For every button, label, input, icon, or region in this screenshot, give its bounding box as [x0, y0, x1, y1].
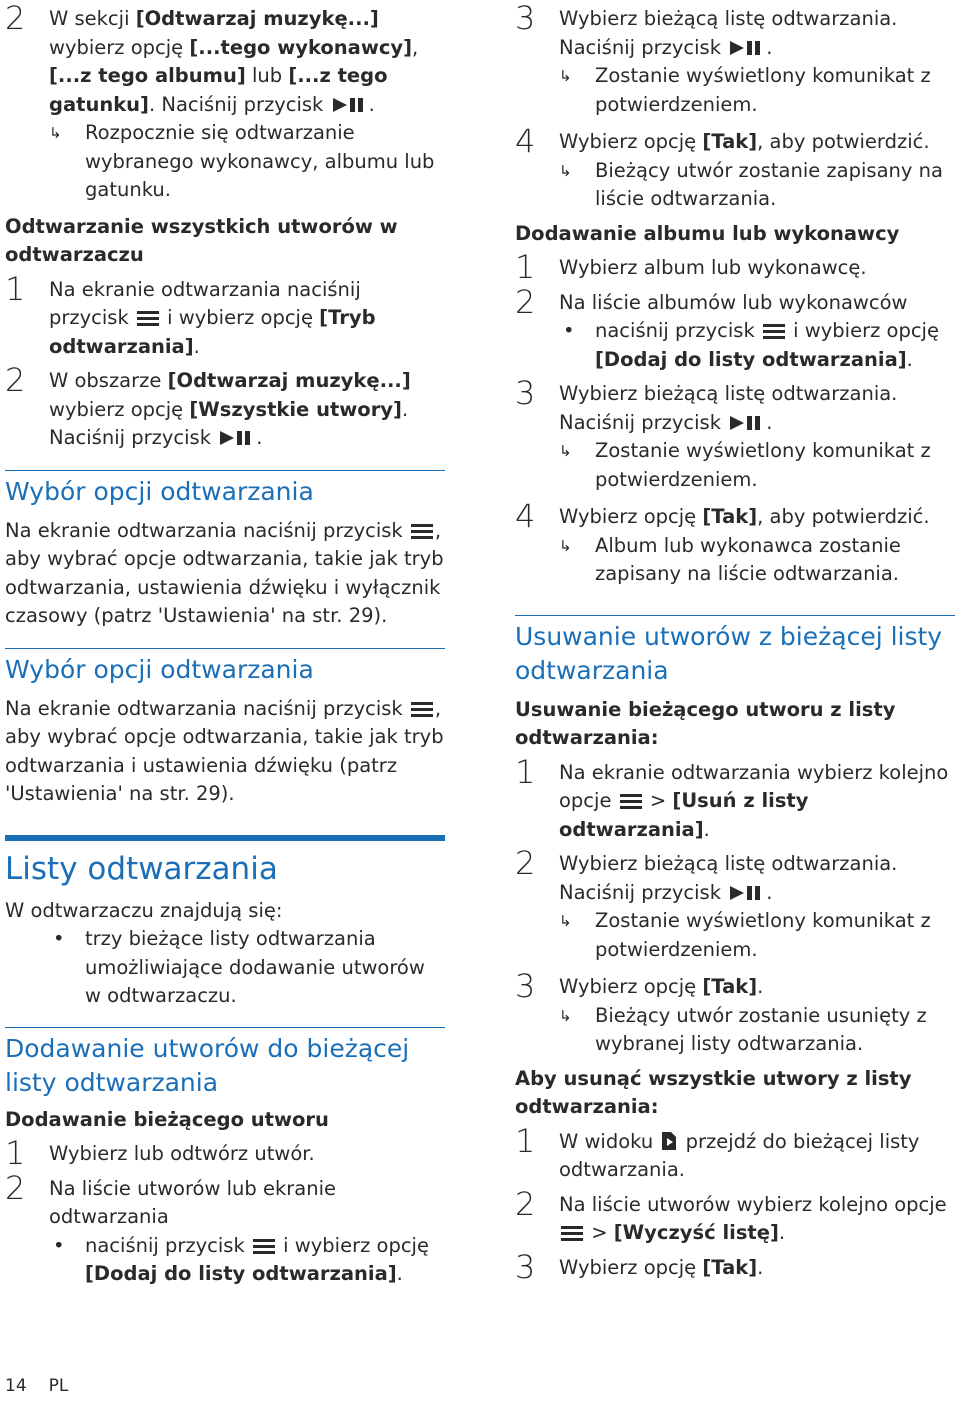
menu-icon: [411, 701, 433, 717]
result-note: ↳ Zostanie wyświetlony komunikat z potwierdzeniem.: [559, 64, 931, 116]
menu-icon: [561, 1225, 583, 1241]
heading-playback-options-1: Wybór opcji odtwarzania: [5, 470, 445, 509]
menu-icon: [137, 310, 159, 326]
album-step-2-bullet: • naciśnij przycisk i wybierz opcję [Dodaj do listy odtwarzania].: [563, 319, 939, 371]
subheading-remove-all: Aby usunąć wszystkie utwory z listy odtwarzania:: [515, 1066, 912, 1118]
add-step-2: 2 Na liście utworów lub ekranie odtwarzania • naciśnij przycisk i wybierz opcję [Dodaj do listy odtwarzania].: [5, 1175, 445, 1289]
remove-step-2: 2 Wybierz bieżącą listę odtwarzania. Naciśnij przycisk . ↳ Zostanie wyświetlony komunikat z potwierdzeniem.: [515, 850, 955, 964]
album-step-4: 4 Wybierz opcję [Tak], aby potwierdzić. ↳ Album lub wykonawca zostanie zapisany na liście odtwarzania.: [515, 503, 955, 589]
language-code: PL: [48, 1376, 69, 1396]
step-1-play-mode: 1 Na ekranie odtwarzania naciśnij przycisk i wybierz opcję [Tryb odtwarzania].: [5, 269, 376, 358]
result-note: ↳ Zostanie wyświetlony komunikat z potwierdzeniem.: [559, 909, 931, 961]
result-arrow-icon: ↳: [559, 67, 572, 85]
album-step-2: 2 Na liście albumów lub wykonawców • naciśnij przycisk i wybierz opcję [Dodaj do listy odtwarzania].: [515, 289, 955, 375]
result-arrow-icon: ↳: [559, 161, 572, 180]
heading-playback-options-2: Wybór opcji odtwarzania: [5, 648, 445, 687]
result-arrow-icon: ↳: [559, 1006, 572, 1025]
play-pause-icon: [730, 40, 766, 56]
result-note: ↳ Bieżący utwór zostanie usunięty z wybranej listy odtwarzania.: [559, 1003, 927, 1055]
remove-step-1: 1 Na ekranie odtwarzania wybierz kolejno opcje > [Usuń z listy odtwarzania].: [515, 752, 949, 841]
remove-all-step-3: 3 Wybierz opcję [Tak].: [515, 1247, 764, 1286]
result-note: ↳ Zostanie wyświetlony komunikat z potwierdzeniem.: [559, 439, 931, 491]
result-arrow-icon: ↳: [559, 536, 572, 555]
add-step-2-bullet: • naciśnij przycisk i wybierz opcję [Dodaj do listy odtwarzania].: [53, 1233, 429, 1285]
heading-add-to-playlist: Dodawanie utworów do bieżącej listy odtwarzania: [5, 1027, 445, 1100]
playlists-intro: W odtwarzaczu znajdują się:: [5, 898, 283, 922]
result-arrow-icon: ↳: [559, 442, 572, 460]
menu-icon: [620, 793, 642, 809]
add-step-4: 4 Wybierz opcję [Tak], aby potwierdzić. ↳ Bieżący utwór zostanie zapisany na liście odtwarzania.: [515, 128, 955, 214]
heading-playlists: Listy odtwarzania: [5, 835, 445, 889]
result-note: ↳ Album lub wykonawca zostanie zapisany na liście odtwarzania.: [559, 533, 901, 585]
subheading-add-current: Dodawanie bieżącego utworu: [5, 1107, 329, 1131]
play-pause-icon: [730, 415, 766, 431]
playlist-file-icon: [661, 1132, 677, 1150]
result-arrow-icon: ↳: [49, 124, 62, 142]
menu-icon: [411, 523, 433, 539]
remove-all-step-1: 1 W widoku przejdź do bieżącej listy odtwarzania.: [515, 1121, 920, 1181]
result-arrow-icon: ↳: [559, 912, 572, 930]
album-step-3: 3 Wybierz bieżącą listę odtwarzania. Naciśnij przycisk . ↳ Zostanie wyświetlony komunikat z potwierdzeniem.: [515, 380, 955, 494]
left-column: [5, 0, 445, 1289]
result-note: ↳ Bieżący utwór zostanie zapisany na liście odtwarzania.: [559, 158, 943, 210]
album-step-1: 1 Wybierz album lub wykonawcę.: [515, 248, 867, 286]
right-column: [515, 0, 955, 1286]
result-note: ↳ Rozpocznie się odtwarzanie wybranego wykonawcy, albumu lub gatunku.: [49, 121, 435, 201]
playback-options-paragraph-2: Na ekranie odtwarzania naciśnij przycisk , aby wybrać opcje odtwarzania, takie jak tryb odtwarzania i ustawienia dźwięku (patrz 'Ustawienia' na str. 29).: [5, 696, 444, 805]
subheading-remove-current: Usuwanie bieżącego utworu z listy odtwarzania:: [515, 697, 896, 749]
remove-step-3: 3 Wybierz opcję [Tak]. ↳ Bieżący utwór zostanie usunięty z wybranej listy odtwarzania.: [515, 973, 955, 1059]
menu-icon: [253, 1238, 275, 1254]
play-pause-icon: [333, 97, 369, 113]
step-2-artist-album-genre: 2 W sekcji [Odtwarzaj muzykę...] wybierz opcję [...tego wykonawcy], [...z tego albumu] lub [...z tego gatunku]. Naciśnij przycisk . ↳ Rozpocznie się odtwarzanie wybranego wykonawcy, albumu lub gatunku.: [5, 5, 445, 205]
step-2-all-songs: 2 W obszarze [Odtwarzaj muzykę...] wybierz opcję [Wszystkie utwory]. Naciśnij przycisk .: [5, 361, 411, 449]
remove-all-step-2: 2 Na liście utworów wybierz kolejno opcje > [Wyczyść listę].: [515, 1184, 947, 1244]
play-pause-icon: [220, 430, 256, 446]
play-pause-icon: [730, 885, 766, 901]
heading-remove-from-playlist: Usuwanie utworów z bieżącej listy odtwarzania: [515, 615, 955, 688]
page-footer: [5, 1372, 90, 1401]
playback-options-paragraph-1: Na ekranie odtwarzania naciśnij przycisk , aby wybrać opcje odtwarzania, takie jak tryb odtwarzania, ustawienia dźwięku i wyłącznik czasowy (patrz 'Ustawienia' na str. 29).: [5, 518, 444, 627]
add-step-3: 3 Wybierz bieżącą listę odtwarzania. Naciśnij przycisk . ↳ Zostanie wyświetlony komunikat z potwierdzeniem.: [515, 5, 955, 119]
subheading-add-album: Dodawanie albumu lub wykonawcy: [515, 221, 900, 245]
menu-icon: [763, 323, 785, 339]
subheading-play-all: Odtwarzanie wszystkich utworów w odtwarzaczu: [5, 214, 398, 266]
playlists-bullet: • trzy bieżące listy odtwarzania umożliwiające dodawanie utworów w odtwarzaczu.: [53, 927, 425, 1007]
add-step-1: 1 Wybierz lub odtwórz utwór.: [5, 1134, 315, 1172]
page-number: 14: [5, 1376, 27, 1396]
